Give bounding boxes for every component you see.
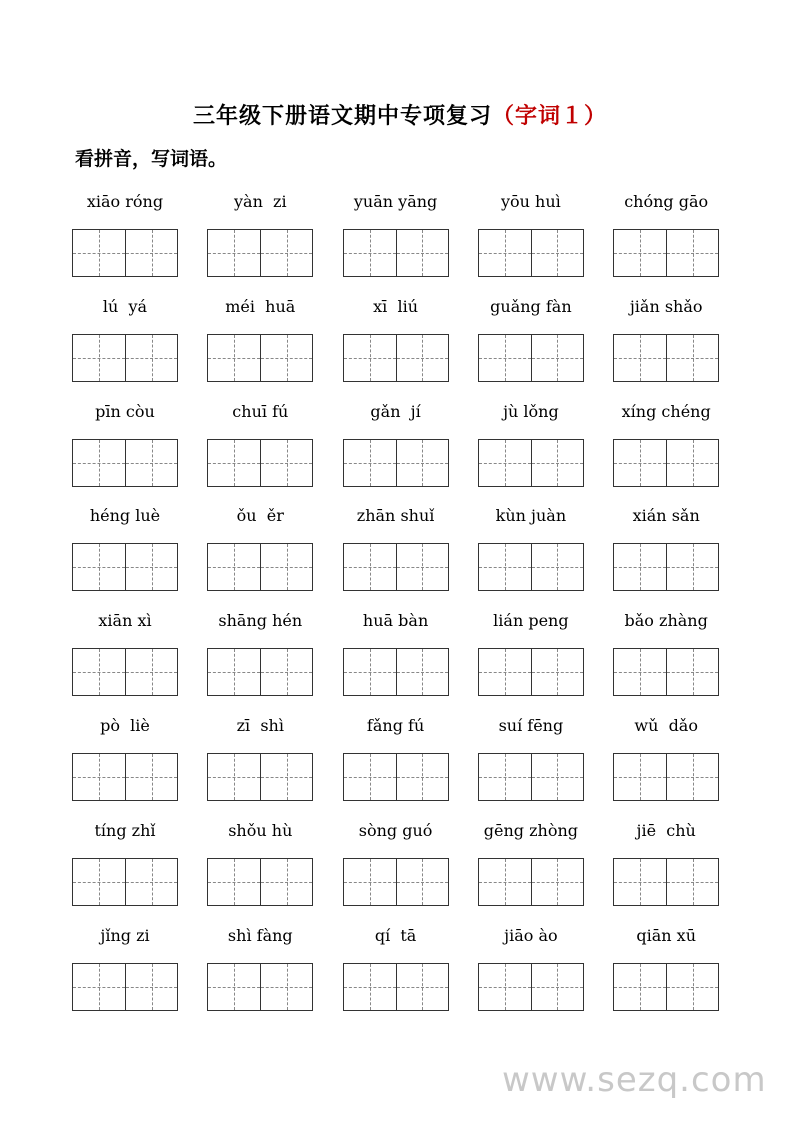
writing-boxes[interactable]	[72, 648, 178, 696]
pinyin-label: jiǎn shǎo	[629, 296, 703, 316]
pinyin-label: chuī fú	[232, 401, 289, 421]
tianzige-box[interactable]	[531, 649, 583, 695]
pinyin-label: jiē chù	[636, 820, 696, 840]
writing-boxes[interactable]	[207, 229, 313, 277]
writing-boxes[interactable]	[613, 439, 719, 487]
page-title	[0, 100, 800, 134]
tianzige-box[interactable]	[479, 230, 531, 276]
word-item	[72, 710, 207, 815]
writing-boxes[interactable]	[613, 648, 719, 696]
tianzige-box[interactable]	[208, 230, 260, 276]
writing-boxes[interactable]	[207, 334, 313, 382]
tianzige-box[interactable]	[531, 440, 583, 486]
pinyin-label: tíng zhǐ	[94, 820, 156, 840]
word-item	[343, 920, 478, 1025]
pinyin-label: shāng hén	[218, 611, 303, 631]
writing-boxes[interactable]	[343, 858, 449, 906]
tianzige-box[interactable]	[125, 649, 177, 695]
word-item	[613, 710, 748, 815]
exercise-grid	[72, 186, 722, 1024]
pinyin-label: fǎng fú	[366, 715, 425, 735]
pinyin-label: huā bàn	[362, 611, 429, 631]
tianzige-box[interactable]	[396, 964, 448, 1010]
writing-boxes[interactable]	[207, 439, 313, 487]
tianzige-box[interactable]	[479, 649, 531, 695]
pinyin-label: lú yá	[102, 296, 148, 316]
tianzige-box[interactable]	[396, 230, 448, 276]
word-item	[343, 815, 478, 920]
tianzige-box[interactable]	[614, 544, 666, 590]
writing-boxes[interactable]	[613, 334, 719, 382]
exercise-row	[72, 605, 722, 710]
pinyin-label: lián peng	[493, 611, 569, 631]
tianzige-box[interactable]	[73, 859, 125, 905]
word-item	[72, 920, 207, 1025]
exercise-row	[72, 920, 722, 1025]
word-item	[207, 920, 342, 1025]
pinyin-label: pīn còu	[95, 401, 155, 421]
pinyin-label: qí tā	[374, 925, 417, 945]
pinyin-label: qiān xū	[636, 925, 696, 945]
tianzige-box[interactable]	[344, 230, 396, 276]
writing-boxes[interactable]	[478, 648, 584, 696]
tianzige-box[interactable]	[260, 335, 312, 381]
tianzige-box[interactable]	[260, 649, 312, 695]
writing-boxes[interactable]	[207, 543, 313, 591]
tianzige-box[interactable]	[125, 964, 177, 1010]
writing-boxes[interactable]	[72, 753, 178, 801]
tianzige-box[interactable]	[531, 859, 583, 905]
word-item	[343, 396, 478, 501]
tianzige-box[interactable]	[73, 440, 125, 486]
tianzige-box[interactable]	[531, 230, 583, 276]
tianzige-box[interactable]	[479, 754, 531, 800]
writing-boxes[interactable]	[207, 858, 313, 906]
pinyin-label: shì fàng	[227, 925, 293, 945]
writing-boxes[interactable]	[343, 753, 449, 801]
word-item	[343, 186, 478, 291]
tianzige-box[interactable]	[208, 754, 260, 800]
word-item	[613, 500, 748, 605]
writing-boxes[interactable]	[72, 858, 178, 906]
writing-boxes[interactable]	[478, 229, 584, 277]
writing-boxes[interactable]	[72, 963, 178, 1011]
tianzige-box[interactable]	[396, 649, 448, 695]
pinyin-label: gǎn jí	[370, 401, 421, 421]
tianzige-box[interactable]	[614, 859, 666, 905]
pinyin-label: xiān xì	[98, 611, 152, 631]
pinyin-label: xiāo róng	[86, 192, 164, 211]
tianzige-box[interactable]	[479, 859, 531, 905]
tianzige-box[interactable]	[531, 335, 583, 381]
tianzige-box[interactable]	[208, 964, 260, 1010]
writing-boxes[interactable]	[343, 439, 449, 487]
pinyin-label: jiāo ào	[504, 925, 558, 945]
writing-boxes[interactable]	[72, 229, 178, 277]
writing-boxes[interactable]	[478, 753, 584, 801]
instruction-text: 看拼音，写词语。	[75, 148, 228, 170]
writing-boxes[interactable]	[613, 858, 719, 906]
watermark: www.sezq.com	[502, 1060, 767, 1100]
word-item	[72, 291, 207, 396]
tianzige-box[interactable]	[666, 754, 718, 800]
tianzige-box[interactable]	[125, 544, 177, 590]
pinyin-label: xī liú	[373, 296, 419, 316]
tianzige-box[interactable]	[531, 964, 583, 1010]
writing-boxes[interactable]	[72, 334, 178, 382]
pinyin-label: chóng gāo	[624, 192, 709, 211]
tianzige-box[interactable]	[260, 964, 312, 1010]
pinyin-label: héng luè	[89, 506, 161, 526]
tianzige-box[interactable]	[614, 964, 666, 1010]
tianzige-box[interactable]	[479, 544, 531, 590]
word-item	[72, 815, 207, 920]
tianzige-box[interactable]	[73, 649, 125, 695]
word-item	[207, 186, 342, 291]
word-item	[478, 396, 613, 501]
tianzige-box[interactable]	[125, 859, 177, 905]
tianzige-box[interactable]	[73, 754, 125, 800]
title-main: 三年级下册语文期中专项复习	[192, 104, 492, 129]
word-item	[613, 605, 748, 710]
tianzige-box[interactable]	[614, 440, 666, 486]
pinyin-label: pò liè	[100, 715, 150, 735]
word-item	[207, 291, 342, 396]
writing-boxes[interactable]	[343, 963, 449, 1011]
tianzige-box[interactable]	[344, 544, 396, 590]
tianzige-box[interactable]	[666, 440, 718, 486]
pinyin-label: yàn zi	[233, 192, 287, 211]
pinyin-label: yuān yāng	[353, 192, 438, 211]
pinyin-label: shǒu hù	[228, 820, 293, 840]
writing-boxes[interactable]	[72, 439, 178, 487]
tianzige-box[interactable]	[344, 754, 396, 800]
word-item	[72, 605, 207, 710]
word-item	[72, 500, 207, 605]
tianzige-box[interactable]	[73, 335, 125, 381]
tianzige-box[interactable]	[125, 754, 177, 800]
pinyin-label: xíng chéng	[621, 401, 711, 421]
pinyin-label: yōu huì	[500, 192, 561, 211]
tianzige-box[interactable]	[208, 859, 260, 905]
writing-boxes[interactable]	[207, 963, 313, 1011]
writing-boxes[interactable]	[207, 648, 313, 696]
pinyin-label: méi huā	[225, 296, 296, 316]
tianzige-box[interactable]	[260, 754, 312, 800]
pinyin-label: kùn juàn	[495, 506, 567, 526]
tianzige-box[interactable]	[73, 544, 125, 590]
tianzige-box[interactable]	[344, 649, 396, 695]
writing-boxes[interactable]	[613, 543, 719, 591]
word-item	[478, 291, 613, 396]
tianzige-box[interactable]	[666, 335, 718, 381]
pinyin-label: suí fēng	[498, 715, 564, 735]
writing-boxes[interactable]	[478, 439, 584, 487]
pinyin-label: ǒu ěr	[236, 506, 284, 526]
exercise-row	[72, 500, 722, 605]
tianzige-box[interactable]	[344, 335, 396, 381]
writing-boxes[interactable]	[478, 543, 584, 591]
exercise-row	[72, 815, 722, 920]
word-item	[613, 396, 748, 501]
writing-boxes[interactable]	[478, 858, 584, 906]
pinyin-label: wǔ dǎo	[634, 715, 698, 735]
word-item	[72, 186, 207, 291]
writing-boxes[interactable]	[343, 334, 449, 382]
word-item	[207, 396, 342, 501]
exercise-row	[72, 396, 722, 501]
writing-boxes[interactable]	[478, 334, 584, 382]
writing-boxes[interactable]	[343, 229, 449, 277]
tianzige-box[interactable]	[208, 649, 260, 695]
tianzige-box[interactable]	[666, 859, 718, 905]
tianzige-box[interactable]	[344, 964, 396, 1010]
tianzige-box[interactable]	[479, 440, 531, 486]
tianzige-box[interactable]	[396, 859, 448, 905]
pinyin-label: bǎo zhàng	[624, 611, 708, 631]
tianzige-box[interactable]	[260, 230, 312, 276]
word-item	[343, 710, 478, 815]
word-item	[478, 605, 613, 710]
tianzige-box[interactable]	[614, 649, 666, 695]
tianzige-box[interactable]	[260, 859, 312, 905]
word-item	[72, 396, 207, 501]
tianzige-box[interactable]	[614, 335, 666, 381]
tianzige-box[interactable]	[531, 754, 583, 800]
word-item	[478, 500, 613, 605]
pinyin-label: guǎng fàn	[490, 296, 572, 316]
word-item	[613, 291, 748, 396]
word-item	[613, 815, 748, 920]
writing-boxes[interactable]	[478, 963, 584, 1011]
title-highlight: （字词１）	[492, 104, 608, 129]
tianzige-box[interactable]	[125, 230, 177, 276]
tianzige-box[interactable]	[614, 230, 666, 276]
writing-boxes[interactable]	[613, 963, 719, 1011]
tianzige-box[interactable]	[396, 440, 448, 486]
pinyin-label: xián sǎn	[632, 506, 700, 526]
pinyin-label: zī shì	[236, 715, 284, 735]
tianzige-box[interactable]	[260, 440, 312, 486]
writing-boxes[interactable]	[343, 648, 449, 696]
tianzige-box[interactable]	[125, 335, 177, 381]
pinyin-label: zhān shuǐ	[356, 506, 435, 526]
writing-boxes[interactable]	[613, 753, 719, 801]
pinyin-label: jǐng zi	[100, 925, 150, 945]
word-item	[613, 920, 748, 1025]
word-item	[343, 500, 478, 605]
word-item	[207, 710, 342, 815]
tianzige-box[interactable]	[396, 335, 448, 381]
tianzige-box[interactable]	[479, 335, 531, 381]
word-item	[613, 186, 748, 291]
word-item	[478, 186, 613, 291]
tianzige-box[interactable]	[125, 440, 177, 486]
tianzige-box[interactable]	[614, 754, 666, 800]
tianzige-box[interactable]	[344, 440, 396, 486]
tianzige-box[interactable]	[344, 859, 396, 905]
tianzige-box[interactable]	[396, 754, 448, 800]
writing-boxes[interactable]	[343, 543, 449, 591]
word-item	[478, 920, 613, 1025]
tianzige-box[interactable]	[666, 964, 718, 1010]
tianzige-box[interactable]	[208, 544, 260, 590]
word-item	[343, 605, 478, 710]
word-item	[207, 605, 342, 710]
word-item	[478, 710, 613, 815]
word-item	[478, 815, 613, 920]
tianzige-box[interactable]	[666, 649, 718, 695]
word-item	[207, 500, 342, 605]
tianzige-box[interactable]	[73, 964, 125, 1010]
tianzige-box[interactable]	[531, 544, 583, 590]
tianzige-box[interactable]	[208, 440, 260, 486]
tianzige-box[interactable]	[396, 544, 448, 590]
writing-boxes[interactable]	[72, 543, 178, 591]
pinyin-label: sòng guó	[358, 820, 433, 840]
tianzige-box[interactable]	[73, 230, 125, 276]
tianzige-box[interactable]	[479, 964, 531, 1010]
tianzige-box[interactable]	[208, 335, 260, 381]
exercise-row	[72, 291, 722, 396]
tianzige-box[interactable]	[666, 230, 718, 276]
writing-boxes[interactable]	[613, 229, 719, 277]
exercise-row	[72, 186, 722, 291]
tianzige-box[interactable]	[666, 544, 718, 590]
word-item	[343, 291, 478, 396]
pinyin-label: gēng zhòng	[483, 820, 579, 840]
pinyin-label: jù lǒng	[503, 401, 559, 421]
tianzige-box[interactable]	[260, 544, 312, 590]
word-item	[207, 815, 342, 920]
writing-boxes[interactable]	[207, 753, 313, 801]
exercise-row	[72, 710, 722, 815]
